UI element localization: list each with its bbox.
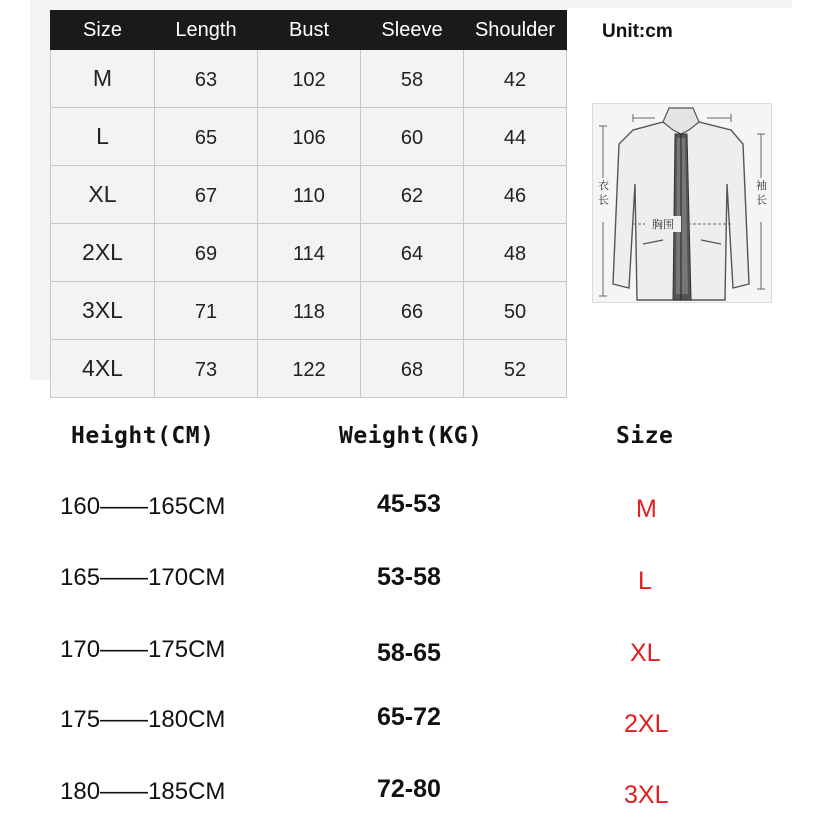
bust-cell: 110 <box>258 166 361 224</box>
jacket-measurement-diagram <box>592 103 772 303</box>
size-cell: 3XL <box>51 282 155 340</box>
bust-cell: 118 <box>258 282 361 340</box>
header-length: Length <box>155 11 258 50</box>
sleeve-cell: 62 <box>361 166 464 224</box>
sleeve-cell: 66 <box>361 282 464 340</box>
bust-cell: 114 <box>258 224 361 282</box>
sleeve-length-label: 袖 长 <box>754 179 768 205</box>
header-bust: Bust <box>258 11 361 50</box>
height-range: 170——175CM <box>60 636 226 663</box>
header-shoulder: Shoulder <box>464 11 567 50</box>
header-size: Size <box>51 11 155 50</box>
sleeve-cell: 60 <box>361 108 464 166</box>
table-row <box>51 166 567 224</box>
recommended-size: 2XL <box>624 710 669 738</box>
chest-label: 胸围 <box>652 218 674 231</box>
length-cell: 73 <box>155 340 258 398</box>
weight-range: 58-65 <box>377 639 441 667</box>
recommended-size: XL <box>630 639 661 667</box>
size-cell: 4XL <box>51 340 155 398</box>
weight-range: 45-53 <box>377 490 441 518</box>
recommended-size: 3XL <box>624 781 669 809</box>
length-cell: 63 <box>155 50 258 108</box>
size-cell: M <box>51 50 155 108</box>
sleeve-cell: 68 <box>361 340 464 398</box>
height-range: 160——165CM <box>60 493 226 520</box>
shoulder-cell: 48 <box>464 224 567 282</box>
size-cell: XL <box>51 166 155 224</box>
header-sleeve: Sleeve <box>361 11 464 50</box>
size-cell: L <box>51 108 155 166</box>
unit-label: Unit:cm <box>602 21 673 42</box>
body-length-label: 衣 长 <box>596 179 610 205</box>
table-row <box>51 108 567 166</box>
header-size: Size <box>616 423 674 449</box>
weight-range: 72-80 <box>377 775 441 803</box>
weight-range: 53-58 <box>377 563 441 591</box>
recommended-size: M <box>636 495 657 523</box>
table-row <box>51 50 567 108</box>
size-recommendation-section <box>0 380 826 826</box>
shoulder-cell: 52 <box>464 340 567 398</box>
header-height: Height(CM) <box>71 423 215 449</box>
table-row <box>51 224 567 282</box>
shoulder-cell: 44 <box>464 108 567 166</box>
jacket-illustration <box>593 104 771 302</box>
height-range: 180——185CM <box>60 778 226 805</box>
shoulder-cell: 46 <box>464 166 567 224</box>
shoulder-cell: 50 <box>464 282 567 340</box>
header-weight: Weight(KG) <box>339 423 483 449</box>
sleeve-cell: 64 <box>361 224 464 282</box>
weight-range: 65-72 <box>377 703 441 731</box>
table-header-row <box>51 11 567 50</box>
size-table <box>50 10 567 398</box>
height-range: 165——170CM <box>60 564 226 591</box>
height-range: 175——180CM <box>60 706 226 733</box>
bust-cell: 122 <box>258 340 361 398</box>
table-row <box>51 282 567 340</box>
bust-cell: 102 <box>258 50 361 108</box>
length-cell: 69 <box>155 224 258 282</box>
length-cell: 67 <box>155 166 258 224</box>
length-cell: 71 <box>155 282 258 340</box>
shoulder-cell: 42 <box>464 50 567 108</box>
size-cell: 2XL <box>51 224 155 282</box>
recommended-size: L <box>638 567 652 595</box>
bust-cell: 106 <box>258 108 361 166</box>
length-cell: 65 <box>155 108 258 166</box>
sleeve-cell: 58 <box>361 50 464 108</box>
